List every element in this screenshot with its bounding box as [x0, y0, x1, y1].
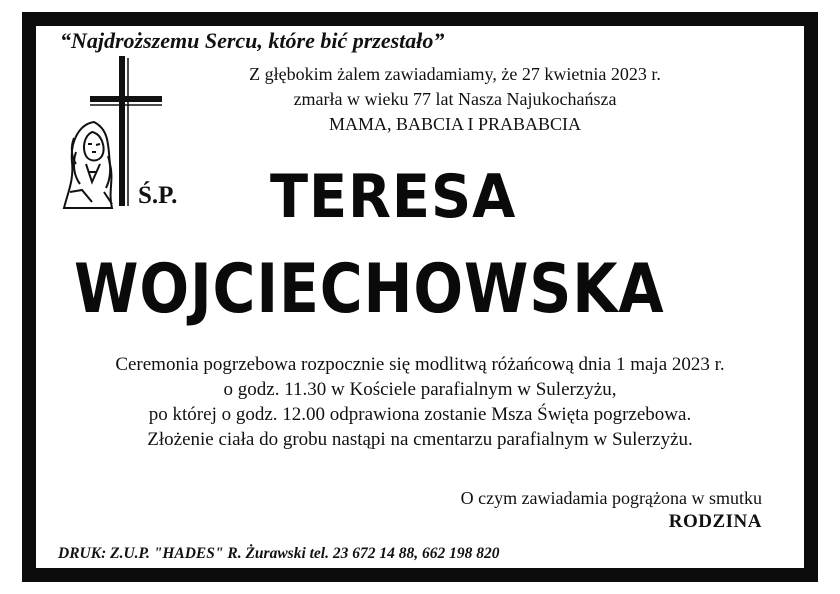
intro-line: MAMA, BABCIA I PRABABCIA — [328, 114, 582, 134]
closing-block — [400, 486, 762, 534]
intro-line: Z głębokim żalem zawiadamiamy, że 27 kwietnia 2023 r. — [249, 64, 661, 84]
praying-jesus-icon — [64, 122, 112, 208]
printer-credit: DRUK: Z.U.P. "HADES" R. Żurawski tel. 23 672 14 88, 662 198 820 — [58, 545, 500, 562]
intro-line: zmarła w wieku 77 lat Nasza Najukochańsza — [293, 89, 617, 109]
motto: “Najdroższemu Sercu, które bić przestało” — [60, 28, 445, 53]
intro-text — [215, 62, 695, 137]
ceremony-line: Ceremonia pogrzebowa rozpocznie się modlitwą różańcową dnia 1 maja 2023 r. — [115, 354, 725, 375]
ceremony-line: o godz. 11.30 w Kościele parafialnym w Sulerzyżu, — [223, 379, 617, 400]
deceased-first-name: TERESA — [270, 162, 517, 232]
closing-line: O czym zawiadamia pogrążona w smutku — [460, 488, 762, 508]
ceremony-line: po której o godz. 12.00 odprawiona zostanie Msza Święta pogrzebowa. — [148, 404, 692, 425]
ceremony-details — [60, 352, 780, 452]
deceased-surname: WOJCIECHOWSKA — [74, 250, 665, 329]
ceremony-line: Złożenie ciała do grobu nastąpi na cmentarzu parafialnym w Sulerzyżu. — [147, 429, 693, 450]
family-signature: RODZINA — [668, 511, 762, 532]
sp-prefix: Ś.P. — [138, 182, 178, 209]
